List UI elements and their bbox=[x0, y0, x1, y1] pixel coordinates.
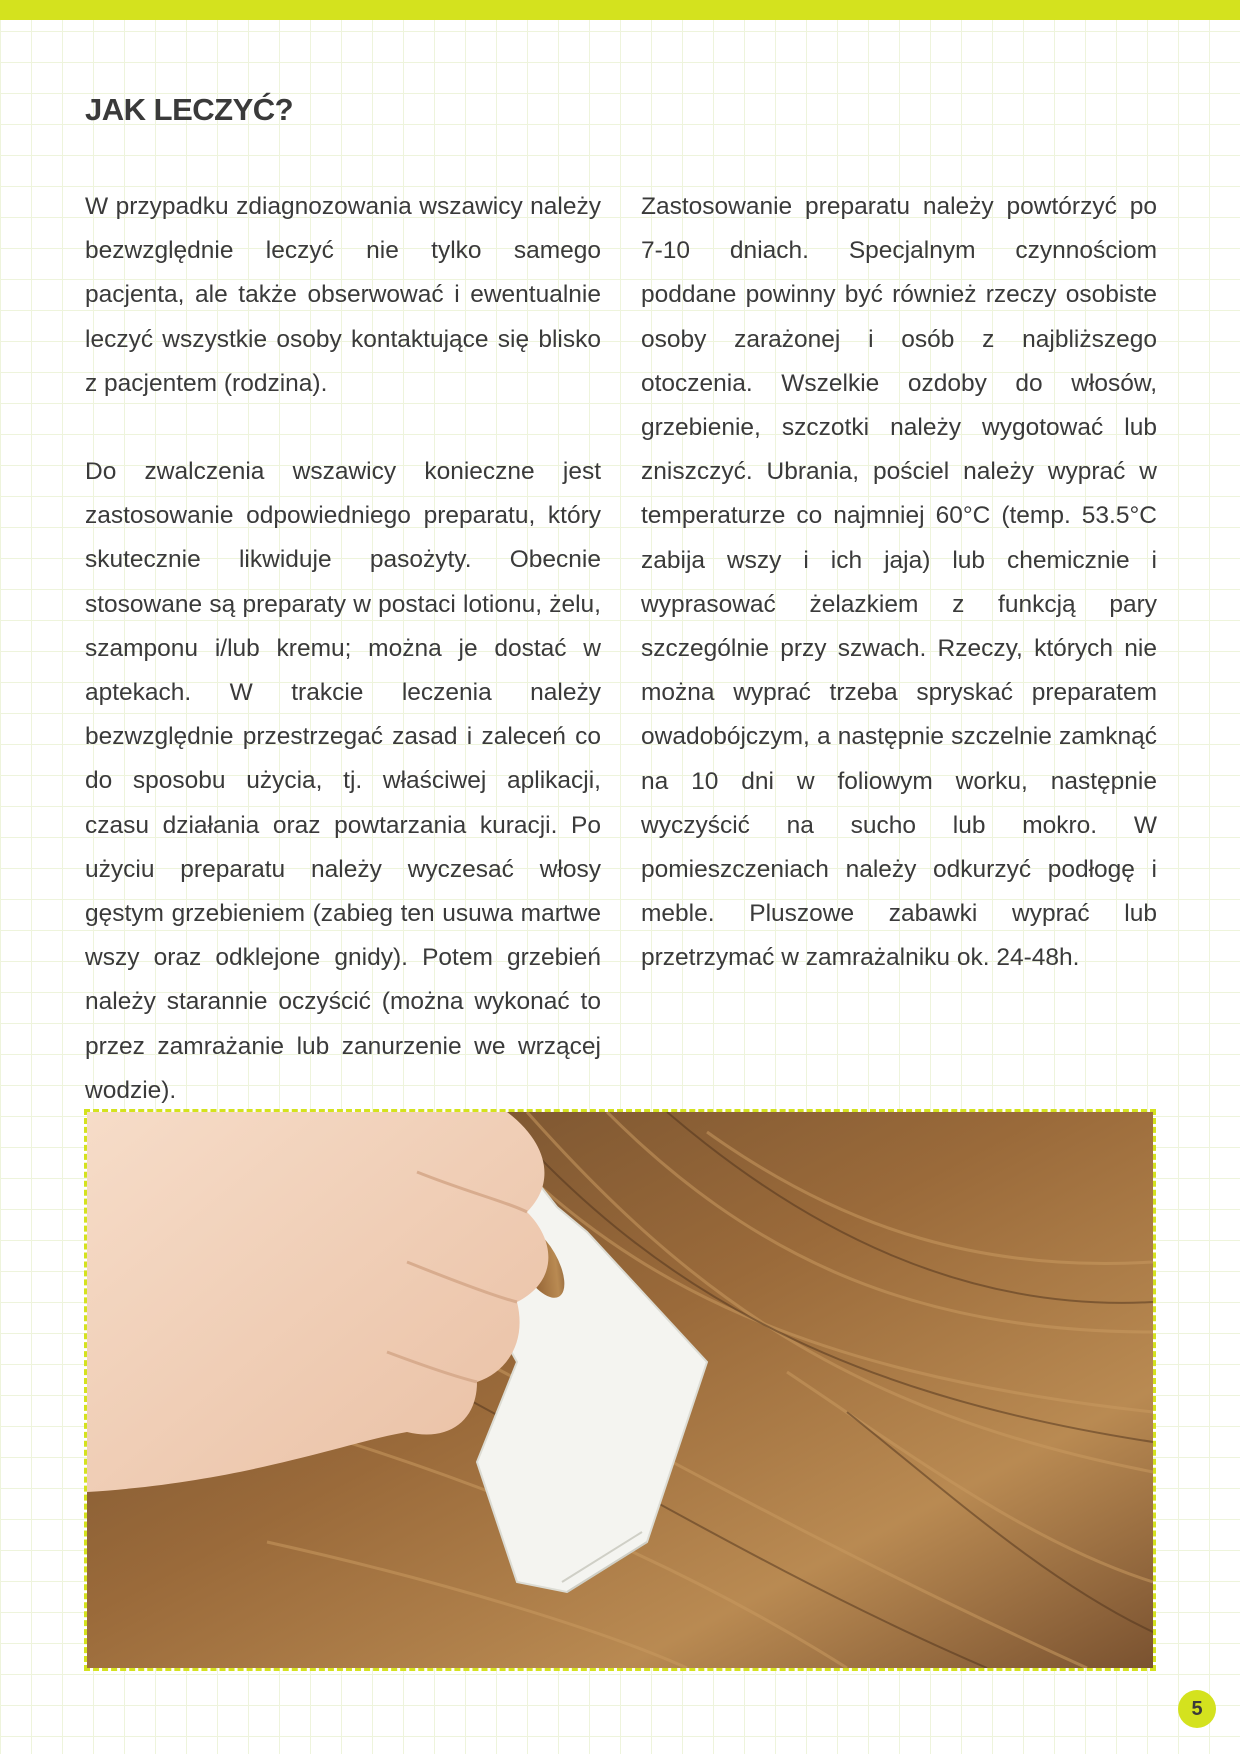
right-text-column bbox=[641, 185, 1157, 1025]
paragraph: Do zwalczenia wszawicy konieczne jest zastosowanie odpowiedniego preparatu, który skutecznie likwiduje pasożyty. Obecnie stosowane są preparaty w postaci lotionu, żelu, szamponu i/lub kremu; można je dostać w aptekach. W trakcie leczenia należy bezwzględnie przestrzegać zasad i zaleceń co do sposobu użycia, tj. właściwej aplikacji, czasu działania oraz powtarzania kuracji. Po użyciu preparatu należy wyczesać włosy gęstym grzebieniem (zabieg ten usuwa martwe wszy oraz odklejone gnidy). Potem grzebień należy starannie oczyścić (można wykonać to przez zamrażanie lub zanurzenie we wrzącej wodzie). bbox=[85, 458, 601, 1104]
paragraph: W przypadku zdiagnozowania wszawicy należy bezwzględnie leczyć nie tylko samego pacjenta, ale także obserwować i ewentualnie leczyć wszystkie osoby kontaktujące się blisko z pacjentem (rodzina). bbox=[85, 193, 601, 397]
hair-comb-illustration bbox=[87, 1112, 1153, 1668]
left-text-column bbox=[85, 185, 601, 1157]
page-title: JAK LECZYĆ? bbox=[85, 92, 294, 127]
top-accent-bar bbox=[0, 0, 1240, 20]
page-number-badge: 5 bbox=[1178, 1690, 1216, 1728]
paragraph: Zastosowanie preparatu należy powtórzyć po 7-10 dniach. Specjalnym czynnościom poddane powinny być również rzeczy osobiste osoby zarażonej i osób z najbliższego otoczenia. Wszelkie ozdoby do włosów, grzebienie, szczotki należy wygotować lub zniszczyć. Ubrania, pościel należy wyprać w temperaturze co najmniej 60°C (temp. 53.5°C zabija wszy i ich jaja) lub chemicznie i wyprasować żelazkiem z funkcją pary szczególnie przy szwach. Rzeczy, których nie można wyprać trzeba spryskać preparatem owadobójczym, a następnie szczelnie zamknąć na 10 dni w foliowym worku, następnie wyczyścić na sucho lub mokro. W pomieszczeniach należy odkurzyć podłogę i meble. Pluszowe zabawki wyprać lub przetrzymać w zamrażalniku ok. 24-48h. bbox=[641, 193, 1157, 972]
hair-comb-photo bbox=[84, 1109, 1156, 1671]
